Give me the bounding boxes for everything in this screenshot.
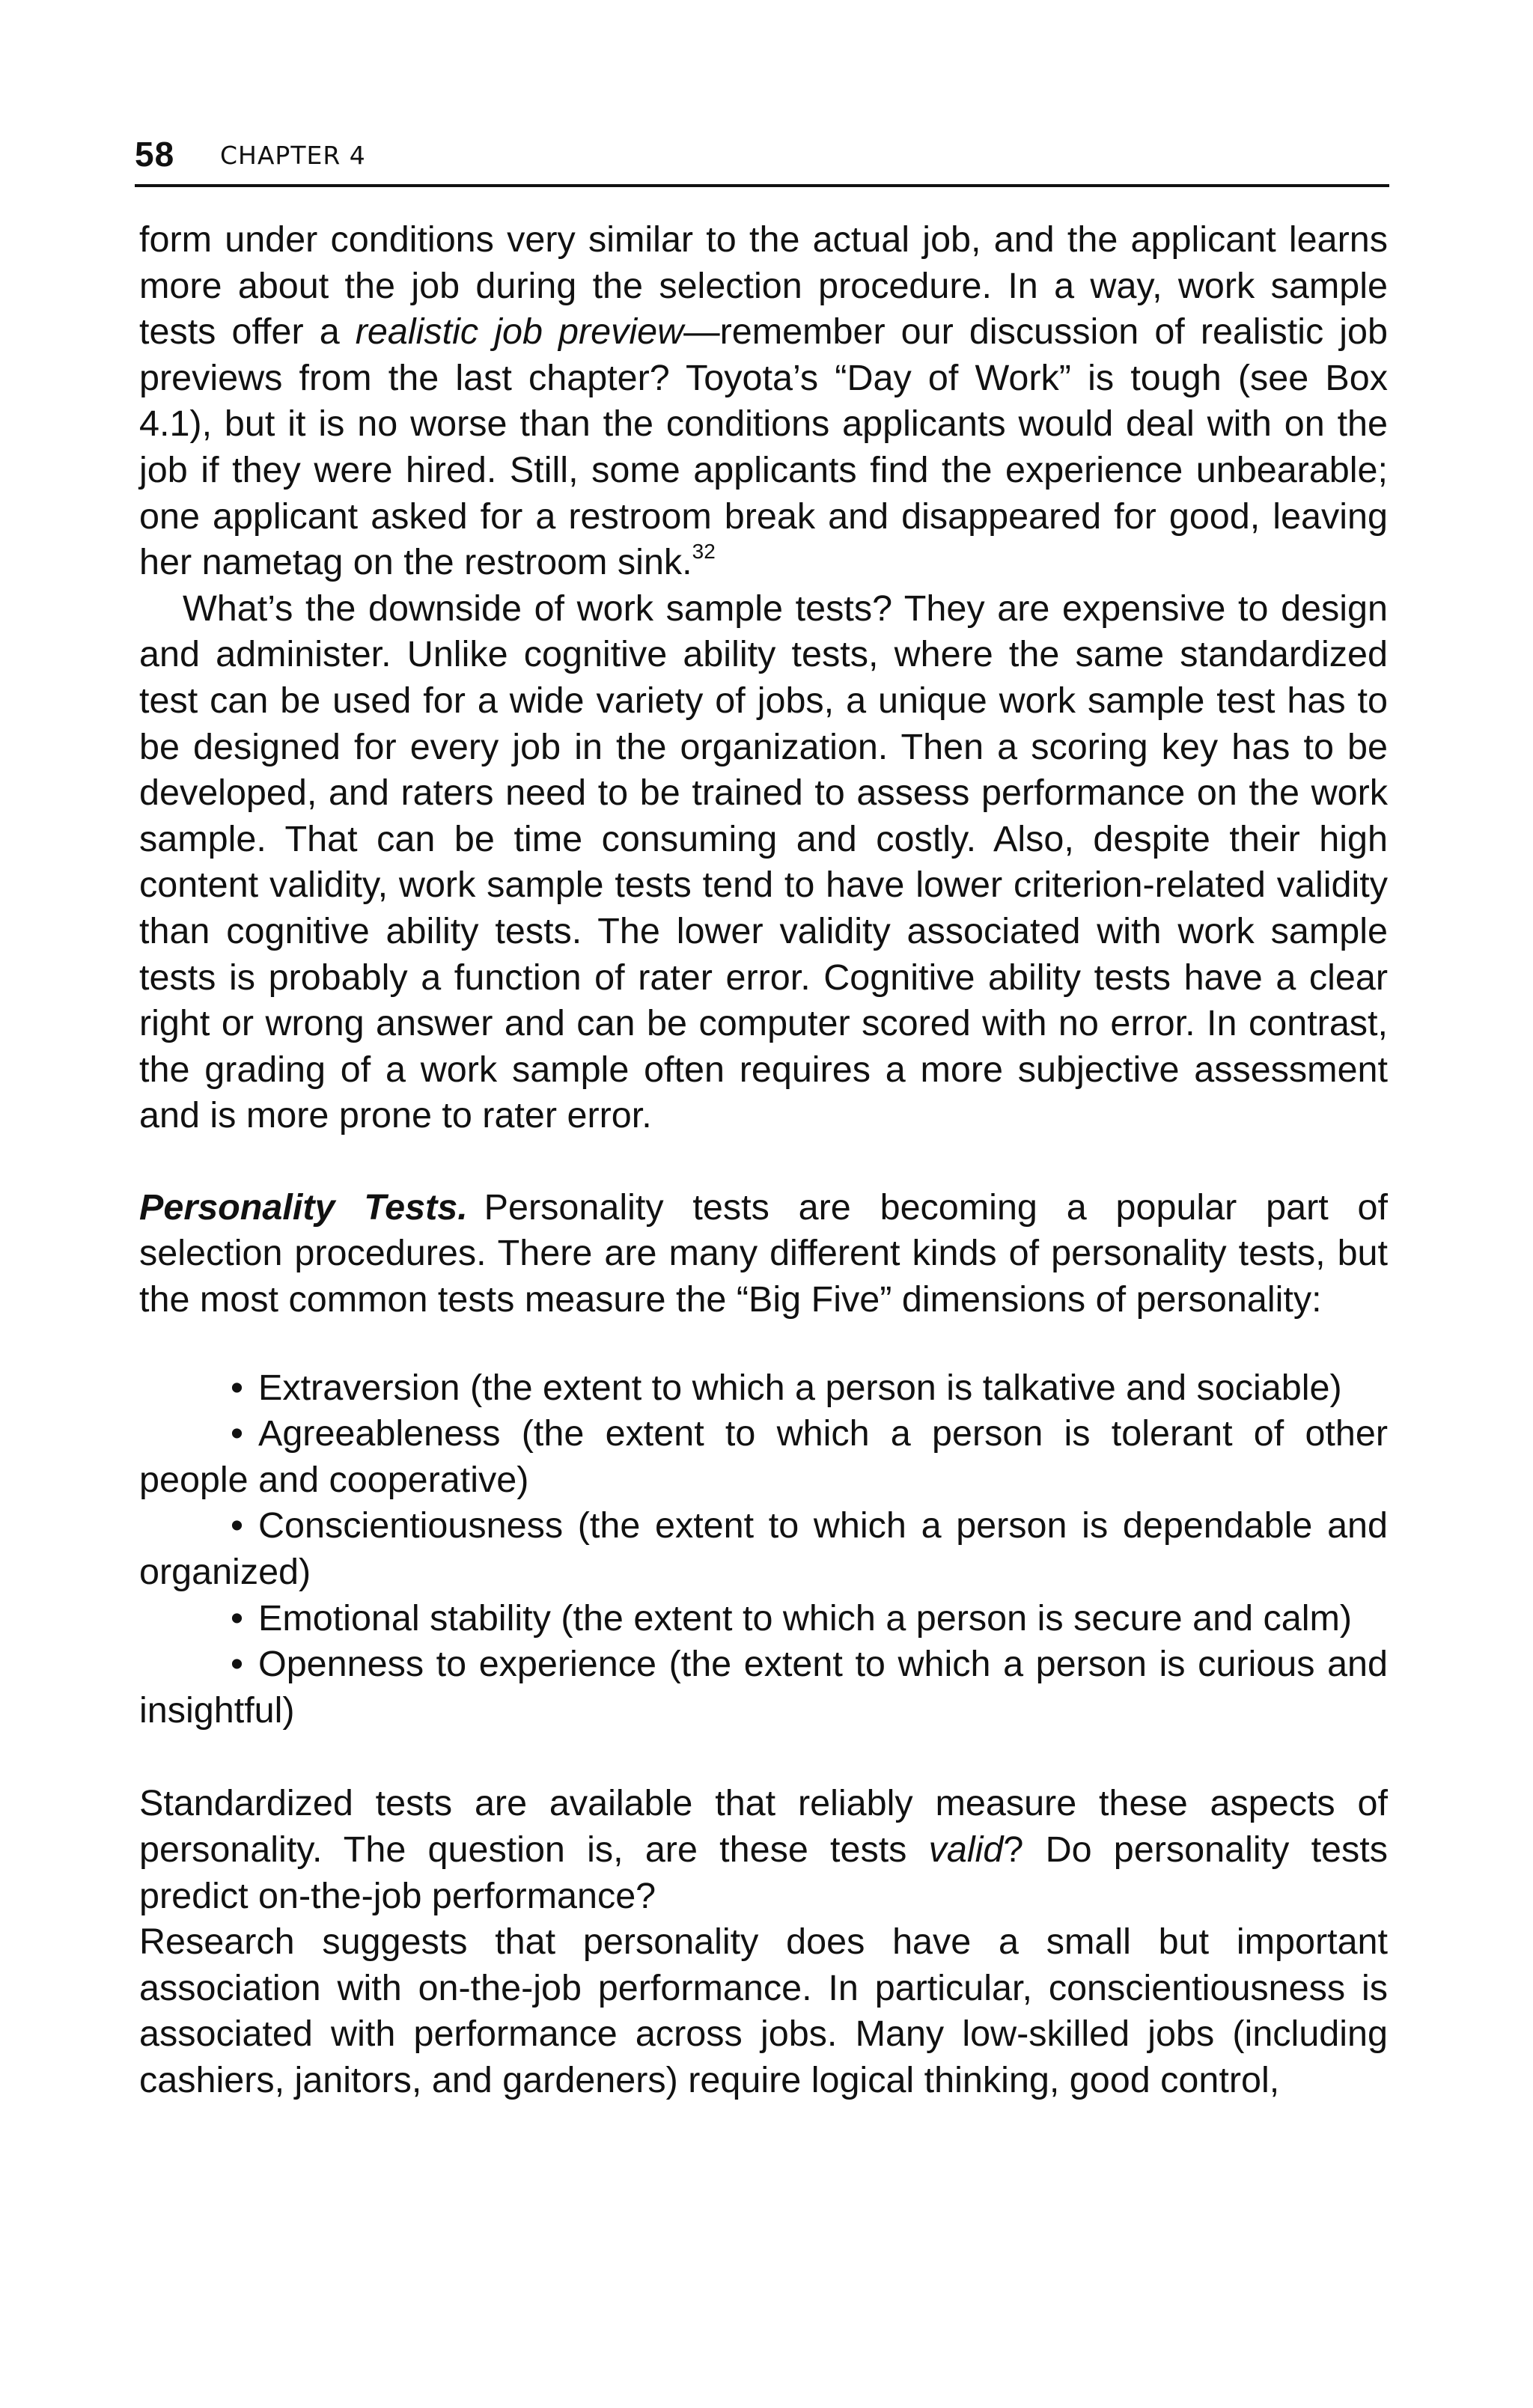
list-item [139,1642,1388,1734]
running-head: CHAPTER 4 [220,141,366,170]
page-body [139,217,1388,2104]
bullet-icon: • [231,1413,243,1454]
paragraph-standardized-tests [139,1781,1388,1919]
footnote-marker: 32 [692,540,716,563]
bullet-icon: • [231,1505,243,1546]
paragraph-text: Personality tests are becoming a popular part of selection procedures. There are many different kinds of personality tests, but the most common tests measure the “Big Five” dimensions of personality: [139,1186,1388,1320]
bullet-icon: • [231,1597,243,1639]
list-item-text: Openness to experience (the extent to which a person is curious and insightful) [139,1644,1388,1731]
section-run-in-heading: Personality Tests. [139,1186,468,1228]
big-five-list [139,1365,1388,1734]
paragraph-text: ? Do personality tests predict on-the-job performance? [139,1829,1388,1916]
bullet-icon: • [231,1367,243,1408]
bullet-icon: • [231,1644,243,1685]
paragraph-text: Standardized tests are available that reliably measure these aspects of personality. The question is, are these tests [139,1783,1388,1870]
italic-term: valid [928,1829,1004,1870]
paragraph-research: Research suggests that personality does have a small but important association with on-the-job performance. In particular, conscientiousness is associated with performance across jobs. Many low-skilled jobs (including cashiers, janitors, and gardeners) require logical thinking, good control, [139,1921,1388,2100]
page-header [135,133,1389,187]
list-item-text: Emotional stability (the extent to which a person is secure and calm) [257,1597,1353,1639]
list-item-text: Extraversion (the extent to which a person is talkative and sociable) [257,1367,1342,1408]
paragraph-personality-tests [139,1185,1388,1323]
italic-term: realistic job preview [355,311,684,353]
list-item [139,1596,1388,1642]
paragraph-text: form under conditions very similar to the actual job, and the applicant learns more about the job during the selection procedure. In a way, work sample tests offer a [139,219,1388,353]
list-item [139,1411,1388,1503]
list-item-text: Agreeableness (the extent to which a person is tolerant of other people and cooperative) [139,1413,1388,1500]
list-item [139,1503,1388,1595]
page-number: 58 [135,135,175,174]
list-item [139,1365,1388,1412]
paragraph-downside: What’s the downside of work sample tests? They are expensive to design and administer. Unlike cognitive ability tests, where the same standardized test can be used for a wide variety of jobs, a unique work sample test has to be designed for every job in the organization. Then a scoring key has to be developed, and raters need to be trained to assess performance on the work sample. That can be time consuming and costly. Also, despite their high content validity, work sample tests tend to have lower criterion-related validity than cognitive ability tests. The lower validity associated with work sample tests is probably a function of rater error. Cognitive ability tests have a clear right or wrong answer and can be computer scored with no error. In contrast, the grading of a work sample often requires a more subjective assessment and is more prone to rater error. [139,588,1388,1136]
list-item-text: Conscientiousness (the extent to which a person is dependable and organized) [139,1505,1388,1593]
paragraph-work-sample-continued [139,217,1388,586]
paragraph-text: —remember our discussion of realistic job previews from the last chapter? Toyota’s “Day of Work” is tough (see Box 4.1), but it is no worse than the conditions applicants would deal with on the job if they were hired. Still, some applicants find the experience unbearable; one applicant asked for a restroom break and disappeared for good, leaving her nametag on the restroom sink. [139,311,1388,583]
